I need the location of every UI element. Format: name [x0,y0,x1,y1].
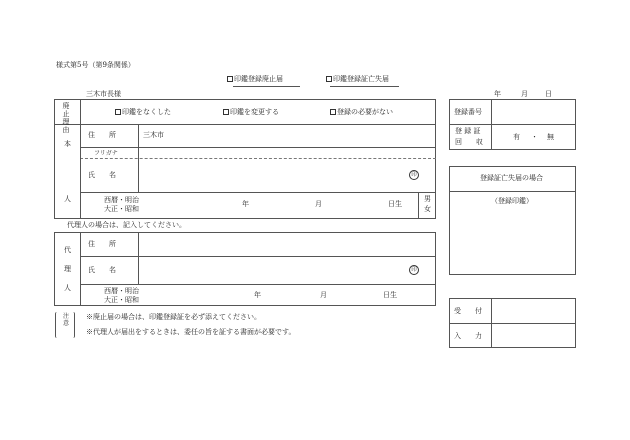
proxy-name-field[interactable] [143,263,403,277]
reg-number-label: 登録番号 [454,108,482,116]
applicant-era-line2: 大正・昭和 [104,205,139,213]
lost-underline [330,86,399,87]
proxy-name-divider [80,284,436,285]
option-abolish-label: 印鑑登録廃止届 [234,75,283,83]
furigana-dash [80,158,436,159]
notes-label: 注意 [62,313,69,327]
reason-option-no-need[interactable]: 登録の必要がない [330,109,393,116]
proxy-address-field[interactable] [143,238,433,252]
address-row-divider [80,147,436,148]
option-abolish[interactable] [227,76,283,83]
proxy-label-1: 代 [64,246,71,254]
cert-value-no[interactable]: 無 [547,133,554,141]
sex-male[interactable]: 男 [424,195,431,203]
proxy-label-2: 理 [64,265,71,273]
sex-female[interactable]: 女 [424,205,431,213]
change-seal-checkbox[interactable] [223,109,229,115]
lost-cert-title: 登録証亡失届の場合 [480,174,543,182]
addressee: 三木市長様 [86,90,121,98]
proxy-era-line1: 西暦・明治 [104,287,139,295]
option-lost-label: 印鑑登録証亡失届 [333,75,389,83]
date-month: 月 [521,90,528,98]
notes-bracket-left [55,312,57,338]
label-column-divider [80,99,81,219]
proxy-field-column-divider [138,232,139,284]
field-column-divider [138,124,139,192]
sex-column-divider [418,192,419,219]
office-row-divider [449,124,576,125]
reg-number-field[interactable] [495,107,573,121]
abolish-checkbox[interactable] [227,76,233,82]
form-number: 様式第5号（第9条関係） [56,61,135,69]
proxy-era-line2: 大正・昭和 [104,296,139,304]
option-lost[interactable] [326,76,389,83]
date-year: 年 [494,90,501,98]
applicant-address-field[interactable]: 三木市 [143,131,164,139]
applicant-label-top: 本 [64,140,71,148]
applicant-address-label: 住 所 [88,131,116,139]
registered-seal-label: （登録印鑑） [491,197,533,205]
proxy-birth-month: 月 [320,291,327,299]
reception-row-divider [449,323,576,324]
proxy-address-divider [80,256,436,257]
cert-value-dot: ・ [531,133,538,141]
cert-label-line2: 回 収 [455,138,483,146]
applicant-seal-mark: 印 [409,170,419,180]
proxy-seal-mark: 印 [409,265,419,275]
proxy-birth-year: 年 [254,291,261,299]
input-label: 入 力 [454,332,482,340]
received-label: 受 付 [454,307,482,315]
proxy-label-column-divider [80,232,81,306]
notes-bracket-right [73,312,75,338]
applicant-birth-day: 日生 [388,200,402,208]
reason-row-divider [54,124,436,125]
proxy-name-label: 氏 名 [88,266,116,274]
applicant-birth-year: 年 [242,200,249,208]
reason-option-lost-seal[interactable]: 印鑑をなくした [115,109,171,116]
reason-label: 廃止 理由 [62,102,70,135]
reason-option-change-seal[interactable]: 印鑑を変更する [223,109,279,116]
name-row-divider [80,192,436,193]
proxy-address-label: 住 所 [88,240,116,248]
proxy-birth-day: 日生 [383,291,397,299]
applicant-name-label: 氏 名 [88,171,116,179]
lost-checkbox[interactable] [326,76,332,82]
note-1: ※廃止届の場合は、印鑑登録証を必ず添えてください。 [86,313,261,321]
applicant-birth-month: 月 [315,200,322,208]
lost-seal-checkbox[interactable] [115,109,121,115]
cert-label-line1: 登 録 証 [455,127,481,135]
date-day: 日 [545,90,552,98]
lost-cert-divider [449,191,576,192]
note-2: ※代理人が届出をするときは、委任の旨を証する書面が必要です。 [86,328,296,336]
lost-cert-box [449,166,576,275]
proxy-note: 代理人の場合は、記入してください。 [67,221,186,229]
proxy-label-3: 人 [64,284,71,292]
applicant-name-field[interactable] [143,168,403,182]
applicant-label-bottom: 人 [64,195,71,203]
cert-value-yes[interactable]: 有 [513,133,520,141]
no-need-checkbox[interactable] [330,109,336,115]
abolish-underline [233,86,300,87]
furigana-label: フリガナ [94,150,118,157]
applicant-era-line1: 西暦・明治 [104,196,139,204]
